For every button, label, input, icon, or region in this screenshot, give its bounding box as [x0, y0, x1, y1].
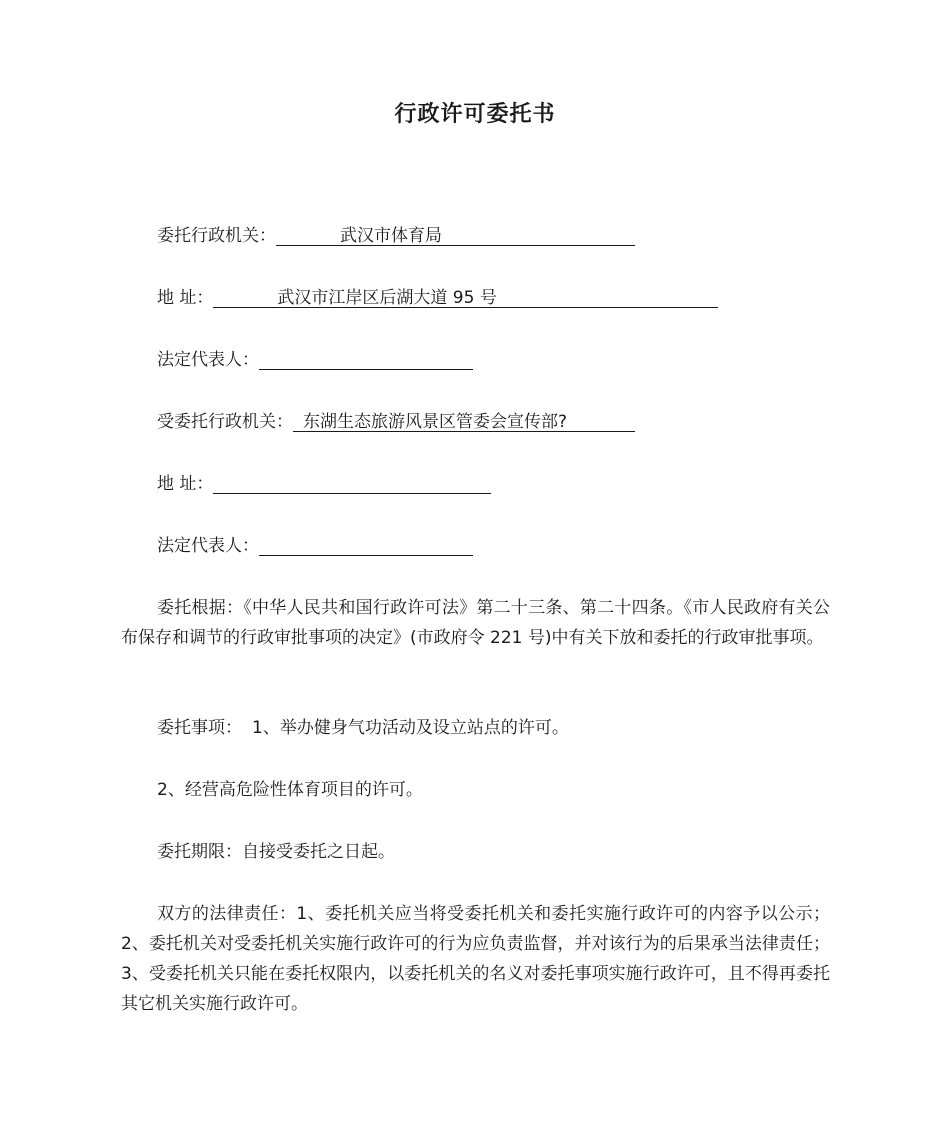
agent-agency-line	[157, 410, 635, 434]
agent-rep-label: 法定代表人：	[157, 536, 259, 556]
principal-address-field	[213, 286, 718, 308]
matters-item-2-line	[157, 778, 423, 802]
agent-address-line	[157, 472, 491, 496]
agent-rep-field	[259, 534, 473, 556]
agent-agency-label: 受委托行政机关：	[157, 412, 293, 432]
principal-agency-label: 委托行政机关：	[157, 226, 276, 246]
principal-address-label: 地 址：	[157, 288, 214, 308]
delegation-basis-paragraph: 委托根据：《中华人民共和国行政许可法》第二十三条、第二十四条。《市人民政府有关公布保存和调节的行政审批事项的决定》(市政府令 221 号)中有关下放和委托的行政审批事项。	[121, 598, 830, 648]
agent-address-label: 地 址：	[157, 474, 214, 494]
document-title: 行政许可委托书	[394, 102, 556, 127]
matters-item-2: 2、经营高危险性体育项目的许可。	[157, 780, 423, 800]
agent-address-field	[213, 472, 491, 494]
matters-item-1: 1、举办健身气功活动及设立站点的许可。	[252, 718, 569, 738]
legal-liability-paragraph: 双方的法律责任：1、委托机关应当将受委托机关和委托实施行政许可的内容予以公示；2、委托机关对受委托机关实施行政许可的行为应负责监督，并对该行为的后果承当法律责任；3、受委托机关只能在委托权限内，以委托机关的名义对委托事项实施行政许可，且不得再委托其它机关实施行政许可。	[121, 904, 830, 1014]
agent-rep-line	[157, 534, 473, 558]
agent-agency-value: 东湖生态旅游风景区管委会宣传部?	[303, 412, 568, 432]
term-line	[157, 840, 395, 864]
matters-label: 委托事项：	[157, 718, 242, 738]
principal-agency-line	[157, 224, 635, 248]
term-text: 委托期限：自接受委托之日起。	[157, 842, 395, 862]
principal-rep-line	[157, 348, 473, 372]
principal-rep-label: 法定代表人：	[157, 350, 259, 370]
matters-line	[157, 716, 569, 740]
principal-address-value: 武汉市江岸区后湖大道 95 号	[277, 288, 497, 308]
principal-rep-field	[259, 348, 473, 370]
principal-agency-value: 武汉市体育局	[340, 226, 442, 246]
agent-agency-field	[293, 410, 635, 432]
principal-address-line	[157, 286, 718, 310]
principal-agency-field	[276, 224, 635, 246]
